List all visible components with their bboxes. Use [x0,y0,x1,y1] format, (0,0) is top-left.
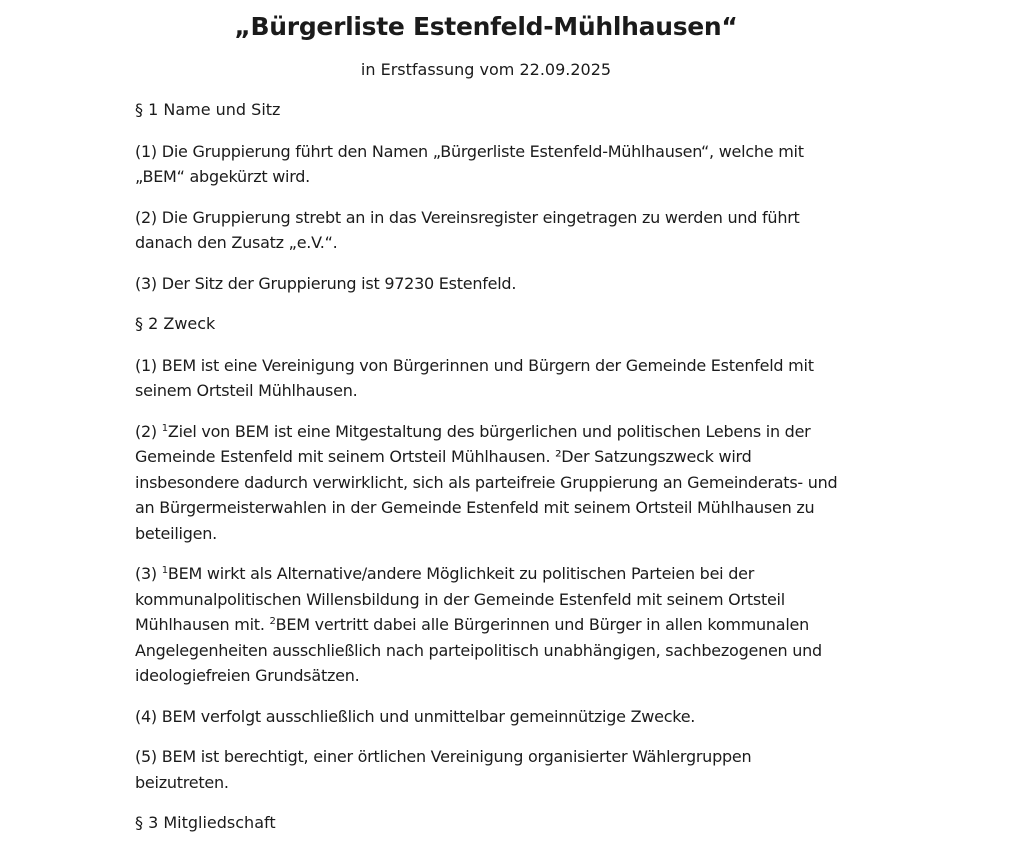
section-heading-2: § 2 Zweck [135,314,216,333]
sentence-number-2: 2 [269,616,276,627]
sentence-number-1: 1 [161,565,168,576]
paragraph-1-1: (1) Die Gruppierung führt den Namen „Bürgerliste Estenfeld-Mühlhausen“, welche mit „BEM“ abgekürzt wird. [135,141,804,186]
document-subtitle: in Erstfassung vom 22.09.2025 [360,60,612,79]
section-heading-1: § 1 Name und Sitz [135,100,281,119]
paragraph-1-3: (3) Der Sitz der Gruppierung ist 97230 Estenfeld. [135,273,517,293]
paragraph-1-2: (2) Die Gruppierung strebt an in das Vereinsregister eingetragen zu werden und führt danach den Zusatz „e.V.“. [135,207,800,252]
document-title: „Bürgerliste Estenfeld-Mühlhausen“ [234,12,738,41]
paragraph-2-4: (4) BEM verfolgt ausschließlich und unmittelbar gemeinnützige Zwecke. [135,706,696,726]
paragraph-2-2-text: Ziel von BEM ist eine Mitgestaltung des bürgerlichen und politischen Lebens in der Gemeinde Estenfeld mit seinem Ortsteil Mühlhausen. ²Der Satzungszweck wird insbesondere dadurch verwirklicht, sich als parteifreie Gruppierung an Gemeinderats- und an Bürgermeisterwahlen in der Gemeinde Estenfeld mit seinem Ortsteil Mühlhausen zu beteiligen. [135,421,838,543]
sentence-number-1: 1 [161,422,168,434]
paragraph-2-3 [135,561,847,689]
section-heading-3: § 3 Mitgliedschaft [135,813,276,832]
paragraph-2-1: (1) BEM ist eine Vereinigung von Bürgerinnen und Bürgern der Gemeinde Estenfeld mit seinem Ortsteil Mühlhausen. [135,355,814,400]
paragraph-2-3-text-1: BEM wirkt als Alternative/andere Möglichkeit zu politischen Parteien bei der kommunalpolitischen Willensbildung in der Gemeinde Estenfeld mit seinem Ortsteil Mühlhausen mit. [135,564,785,634]
paragraph-2-2-number: (2) [135,421,162,441]
paragraph-2-2 [135,419,847,547]
paragraph-2-3-number: (3) [135,564,162,583]
statute-body [135,97,847,852]
paragraph-2-3-text-2: BEM vertritt dabei alle Bürgerinnen und Bürger in allen kommunalen Angelegenheiten ausschließlich nach parteipolitisch unabhängigen, sachbezogenen und ideologiefreien Grundsätzen. [135,615,822,685]
paragraph-2-5: (5) BEM ist berechtigt, einer örtlichen Vereinigung organisierter Wählergruppen beizutreten. [135,747,752,792]
